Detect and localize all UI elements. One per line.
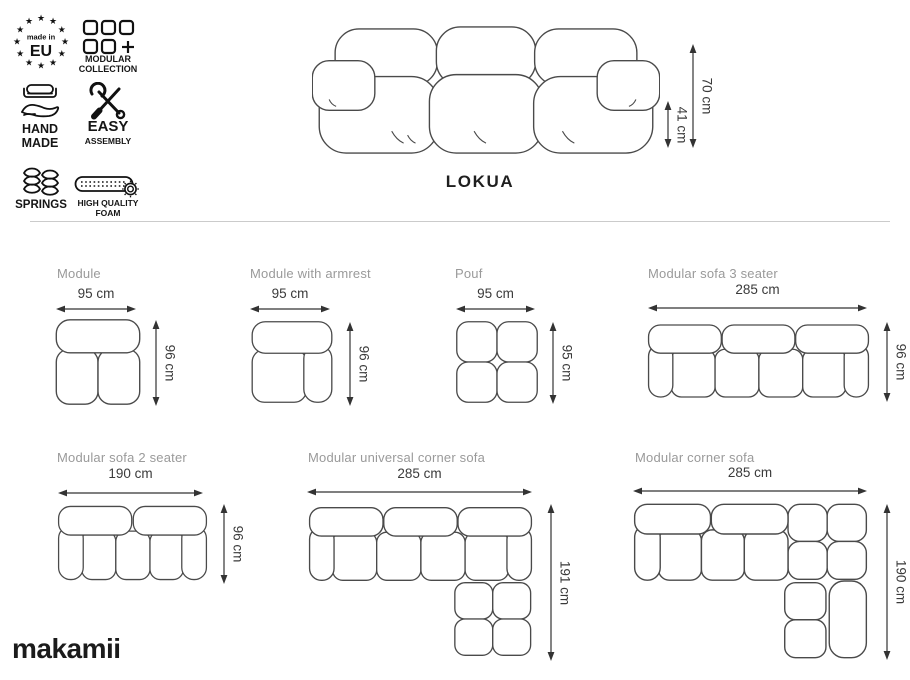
svg-text:★: ★	[36, 13, 46, 23]
svg-text:★: ★	[12, 36, 22, 47]
seat-cushion	[744, 530, 788, 580]
modular-collection-label: MODULAR COLLECTION	[78, 54, 138, 75]
backrest-cushion	[133, 506, 206, 535]
width-arrow	[250, 304, 330, 314]
pouf-top-view-drawing	[455, 320, 539, 404]
depth-dimension	[546, 504, 580, 661]
seat-cushion	[421, 532, 465, 580]
pouf-quadrant	[457, 362, 497, 402]
width-dimension	[58, 488, 203, 498]
springs-label: SPRINGS	[15, 199, 67, 211]
seat-cushion	[150, 531, 183, 579]
backrest-cushion	[458, 508, 531, 536]
width-label: 285 cm	[727, 465, 773, 480]
diagram-title: Module with armrest	[250, 266, 371, 281]
svg-text:★: ★	[36, 60, 46, 70]
chaise-quadrant	[455, 619, 493, 655]
backrest-cushion	[649, 325, 722, 353]
depth-dimension	[548, 322, 582, 404]
depth-label: 95 cm	[559, 344, 575, 382]
depth-arrow	[219, 504, 229, 584]
diagram-title: Pouf	[455, 266, 483, 281]
universal-corner-top-view-drawing	[308, 502, 533, 661]
width-label: 285 cm	[397, 466, 442, 481]
modular-collection-icon	[82, 19, 138, 55]
backrest-cushion	[635, 504, 711, 534]
diagram-title: Modular sofa 3 seater	[648, 266, 778, 281]
seat-cushion	[116, 531, 150, 579]
depth-arrow	[548, 322, 558, 404]
overall-height-arrow	[688, 44, 698, 148]
depth-arrow	[345, 322, 355, 406]
diagram-title: Module	[57, 266, 101, 281]
width-dimension	[633, 486, 867, 496]
width-arrow	[307, 487, 532, 497]
depth-dimension	[345, 322, 379, 406]
depth-label: 191 cm	[557, 560, 573, 605]
width-label: 95 cm	[477, 286, 514, 301]
depth-dimension	[151, 320, 185, 406]
module-top-view-drawing	[52, 318, 144, 406]
seat-cushion	[332, 532, 376, 580]
corner-quadrant	[788, 541, 827, 579]
width-label: 285 cm	[735, 282, 780, 297]
seat-cushion	[715, 349, 759, 397]
chaise-quadrant	[785, 620, 826, 658]
hand-made-label: HAND MADE	[21, 122, 59, 150]
diagram-sofa-3-seater	[643, 262, 909, 422]
backrest-cushion	[722, 325, 795, 353]
width-arrow	[56, 304, 136, 314]
seat-cushion	[56, 349, 98, 404]
eu-label: EU	[29, 43, 53, 60]
diagram-module-with-armrest	[245, 262, 380, 422]
diagram-corner-sofa	[628, 446, 908, 676]
sofa-3-seater-top-view-drawing	[647, 320, 870, 402]
diagram-pouf	[450, 262, 580, 422]
depth-label: 190 cm	[893, 559, 909, 605]
pouf-quadrant	[497, 322, 537, 362]
backrest-cushion	[252, 322, 332, 354]
chaise-quadrant	[493, 583, 531, 619]
depth-arrow	[151, 320, 161, 406]
diagram-module	[50, 262, 185, 422]
sofa-front-view-drawing	[312, 24, 660, 158]
corner-quadrant	[827, 541, 866, 579]
backrest-cushion	[796, 325, 869, 353]
made-in-label: made in	[26, 32, 56, 42]
backrest-cushion	[384, 508, 457, 536]
page-title: LOKUA	[445, 172, 515, 191]
svg-text:★: ★	[60, 36, 70, 47]
corner-quadrant	[827, 504, 866, 541]
pouf-quadrant	[497, 362, 537, 402]
svg-text:★: ★	[48, 57, 58, 68]
corner-sofa-top-view-drawing	[633, 501, 868, 661]
hand-made-icon	[17, 82, 63, 124]
armrest	[829, 581, 866, 658]
brand-logo: makamii	[12, 633, 121, 664]
sofa-2-seater-top-view-drawing	[57, 502, 208, 584]
made-in-eu-icon	[12, 12, 70, 70]
width-dimension	[56, 304, 136, 314]
seat-cushion	[82, 531, 116, 579]
corner-quadrant	[788, 504, 827, 541]
seat-height-arrow	[663, 101, 673, 148]
module-armrest-top-view-drawing	[248, 320, 336, 404]
diagram-title: Modular sofa 2 seater	[57, 450, 187, 465]
depth-label: 96 cm	[893, 343, 909, 381]
seat-cushion	[803, 349, 846, 397]
chaise-quadrant	[493, 619, 531, 655]
backrest-cushion	[310, 508, 383, 536]
seat-cushion	[759, 349, 803, 397]
svg-text:★: ★	[57, 48, 66, 59]
diagram-title: Modular universal corner sofa	[308, 450, 486, 465]
width-label: 95 cm	[271, 286, 309, 301]
backrest-cushion	[711, 504, 788, 534]
diagram-sofa-2-seater	[52, 446, 252, 606]
width-label: 95 cm	[77, 286, 115, 301]
backrest-cushion	[56, 320, 139, 353]
seat-cushion	[465, 532, 508, 580]
seat-cushion	[671, 349, 715, 397]
seat-cushion	[252, 350, 306, 403]
width-dimension	[307, 487, 532, 497]
seat-cushion	[701, 530, 744, 580]
high-quality-foam-label: HIGH QUALITY FOAM	[77, 198, 139, 218]
chaise-quadrant	[785, 583, 826, 620]
easy-assembly-icon	[86, 82, 130, 122]
pouf-quadrant	[457, 322, 497, 362]
diagram-title: Modular corner sofa	[635, 450, 755, 465]
seat-cushion	[659, 530, 702, 580]
width-dimension	[250, 304, 330, 314]
high-quality-foam-icon	[74, 172, 140, 200]
overall-height-dimension	[688, 44, 722, 148]
easy-assembly-label: EASY ASSEMBLY	[84, 118, 132, 146]
depth-label: 96 cm	[162, 344, 178, 382]
depth-arrow	[882, 504, 892, 660]
svg-text:★: ★	[24, 57, 34, 68]
depth-arrow	[882, 322, 892, 402]
depth-dimension	[882, 322, 910, 402]
depth-arrow	[546, 504, 556, 661]
seat-height-label: 41 cm	[674, 106, 690, 143]
width-arrow	[633, 486, 867, 496]
seat-cushion	[98, 349, 140, 404]
width-dimension	[648, 303, 867, 313]
overall-height-label: 70 cm	[699, 77, 715, 115]
width-arrow	[648, 303, 867, 313]
svg-text:★: ★	[57, 24, 66, 35]
chaise-quadrant	[455, 583, 493, 619]
width-arrow	[456, 304, 535, 314]
depth-label: 96 cm	[230, 525, 246, 563]
springs-icon	[21, 165, 61, 199]
svg-text:★: ★	[48, 16, 58, 26]
width-label: 190 cm	[108, 466, 153, 481]
svg-text:★: ★	[16, 24, 25, 35]
width-arrow	[58, 488, 203, 498]
depth-dimension	[882, 504, 910, 660]
diagram-universal-corner-sofa	[302, 446, 582, 676]
svg-text:★: ★	[16, 48, 25, 59]
svg-text:★: ★	[24, 16, 34, 26]
seat-cushion	[377, 532, 421, 580]
width-dimension	[456, 304, 535, 314]
section-divider	[30, 221, 890, 222]
depth-label: 96 cm	[356, 345, 372, 383]
backrest-cushion	[59, 506, 132, 535]
depth-dimension	[219, 504, 253, 584]
